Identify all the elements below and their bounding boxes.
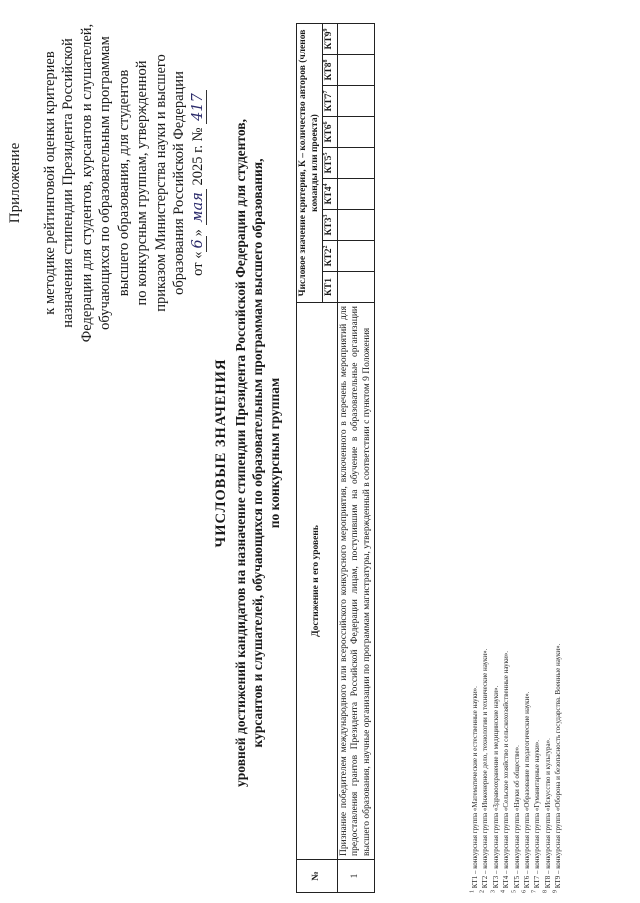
document-title-main: ЧИСЛОВЫЕ ЗНАЧЕНИЯ (213, 358, 229, 548)
document-title-line: курсантов и слушателей, обучающихся по образовательным программам высшего образования, (250, 158, 265, 748)
header-kt4: $КТ4^4$ (323, 179, 338, 210)
document-title-line: по конкурсным группам (267, 377, 282, 529)
header-kt8: $КТ8^8$ (323, 55, 338, 86)
appendix-line: обучающихся по образовательным программам (97, 36, 113, 330)
date-month: мая (190, 189, 207, 225)
header-number: № (297, 860, 338, 893)
appendix-date-line (189, 23, 208, 343)
header-kt6: $КТ6^6$ (323, 117, 338, 148)
criteria-table (296, 23, 375, 893)
footnote: $^7$ КТ7 – конкурсная группа «Гуманитарные науки». (532, 740, 542, 893)
date-day: 6 (190, 236, 207, 251)
appendix-line: по конкурсным группам, утвержденной (134, 60, 150, 306)
header-kt9: $КТ9^9$ (323, 24, 338, 55)
appendix-block (6, 23, 207, 343)
order-number: 417 (190, 90, 207, 124)
row-value-kt8 (337, 55, 375, 86)
header-achievement: Достижение и его уровень (297, 303, 338, 860)
footnote: $^8$ КТ8 – конкурсная группа «Искусство и культура». (542, 738, 552, 893)
appendix-title: Приложение (7, 142, 23, 224)
date-year: 2025 г. № (189, 127, 206, 186)
appendix-line: приказом Министерства науки и высшего (152, 54, 169, 312)
header-kt7: $КТ7^7$ (323, 86, 338, 117)
row-value-kt6 (337, 117, 375, 148)
footnote: $^5$ КТ5 – конкурсная группа «Науки об обществе». (511, 745, 521, 893)
footnote: $^1$ КТ1 – конкурсная группа «Математические и естественные науки». (469, 686, 479, 893)
header-kt2: $КТ2^2$ (323, 241, 338, 272)
footnote: $^2$ КТ2 – конкурсная группа «Инженерное дело, технологии и технические науки». (480, 648, 490, 893)
row-value-kt2 (337, 241, 375, 272)
row-achievement: Признание победителем международного или всероссийского конкурсного мероприятия, включенного в перечень мероприятий для предоставления грантов Президента Российской Федерации лицам, поступившим на обучение в образовательные организации высшего образования, научные организации по программам магистратуры, утвержденный в соответствии с пунктом 9 Положения (337, 303, 375, 860)
footnotes (470, 193, 564, 893)
row-value-kt5 (337, 148, 375, 179)
footnote: $^4$ КТ4 – конкурсная группа «Сельское хозяйство и сельскохозяйственные науки». (500, 650, 511, 893)
row-value-kt1 (337, 272, 375, 303)
footnote: $^6$ КТ6 – конкурсная группа «Образование и педагогические науки». (521, 691, 532, 893)
row-value-kt9 (337, 24, 375, 55)
row-value-kt7 (337, 86, 375, 117)
table-row (337, 24, 375, 893)
appendix-line: высшего образования, для студентов (115, 69, 132, 297)
row-value-kt4 (337, 179, 375, 210)
header-criteria: Числовое значение критерия, К – количество авторов (членов команды или проекта) (297, 24, 323, 303)
footnote: $^9$ КТ9 – конкурсная группа «Оборона и безопасность государства. Военные науки». (552, 643, 563, 893)
date-mid: » (189, 229, 206, 237)
appendix-line: образования Российской Федерации (171, 71, 187, 295)
header-kt5: $КТ5^5$ (323, 148, 338, 179)
header-kt1: КТ1 (323, 272, 338, 303)
date-prefix: от « (189, 251, 206, 276)
row-number: 1 (337, 860, 375, 893)
document-title (213, 23, 283, 883)
row-value-kt3 (337, 210, 375, 241)
appendix-line: Федерации для студентов, курсантов и слушателей, (78, 23, 95, 343)
footnote: $^3$ КТ3 – конкурсная группа «Здравоохранение и медицинские науки». (490, 685, 500, 893)
header-kt3: $КТ3^3$ (323, 210, 338, 241)
document-title-line: уровней достижений кандидатов на назначение стипендии Президента Российской Федерации для студентов, (233, 119, 248, 787)
appendix-line: к методике рейтинговой оценки критериев (41, 51, 58, 315)
appendix-line: назначения стипендии Президента Российской (60, 38, 76, 328)
